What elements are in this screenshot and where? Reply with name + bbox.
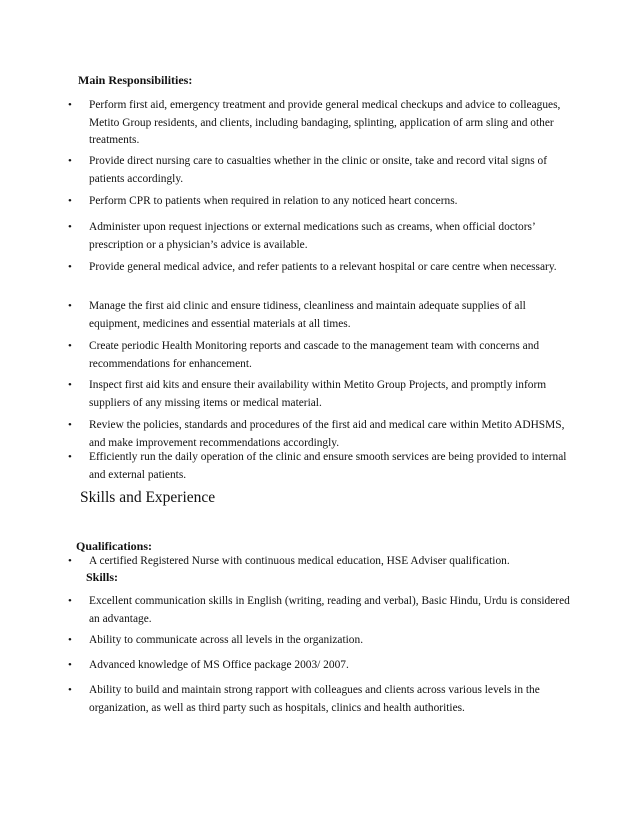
- main-responsibilities-heading: Main Responsibilities:: [78, 73, 193, 87]
- bullet-icon: •: [68, 595, 72, 607]
- bullet-icon: •: [68, 451, 72, 463]
- bullet-icon: •: [68, 300, 72, 312]
- bullet-icon: •: [68, 155, 72, 167]
- qualifications-heading: Qualifications:: [76, 539, 153, 553]
- bullet-icon: •: [68, 684, 72, 696]
- document-page: Main Responsibilities: • Perform first aid, emergency treatment and provide general medical checkups and advice to colleagues, Metito Group residents, and clients, including bandaging, splinting, application of arm sling and other treatments. • Provide direct nursing care to casualties whether in the clinic or onsite, take and record vital signs of patients accordingly. • Perform CPR to patients when required in relation to any noticed heart concerns. • Administer upon request injections or external medications such as creams, when official doctors’ prescription or a physician’s advice is available. • Provide general medical advice, and refer patients to a relevant hospital or care centre when necessary. • Manage the first aid clinic and ensure tidiness, cleanliness and maintain adequate supplies of all equipment, medicines and essential materials at all times. • Create periodic Health Monitoring reports and cascade to the management team with concerns and recommendations for enhancement. • Inspect first aid kits and ensure their availability within Metito Group Projects, and promptly inform suppliers of any missing items or medical material. • Review the policies, standards and procedures of the first aid and medical care within Metito ADHSMS, and make improvement recommendations accordingly. • Efficiently run the daily operation of the clinic and ensure smooth services are being provided to internal and external patients. Skills and Experience Qualifications: • A certified Registered Nurse with continuous medical education, HSE Adviser qualification. Skills: • Excellent communication skills in English (writing, reading and verbal), Basic Hindu, Urdu is considered an advantage. • Ability to communicate across all levels in the organization. • Advanced knowledge of MS Office package 2003/ 2007. • Ability to build and maintain strong rapport with colleagues and clients across various levels in the organization, as well as third party such as hospitals, clinics and health authorities.: [68, 73, 570, 714]
- bullet-icon: •: [68, 555, 72, 567]
- skills-heading: Skills:: [86, 570, 119, 584]
- bullet-icon: •: [68, 221, 72, 233]
- bullet-icon: •: [68, 634, 72, 646]
- bullet-icon: •: [68, 261, 72, 273]
- skills-experience-title: Skills and Experience: [80, 489, 216, 506]
- bullet-icon: •: [68, 659, 72, 671]
- bullet-icon: •: [68, 195, 72, 207]
- bullet-icon: •: [68, 340, 72, 352]
- bullet-icon: •: [68, 379, 72, 391]
- bullet-icon: •: [68, 419, 72, 431]
- bullet-icon: •: [68, 99, 72, 111]
